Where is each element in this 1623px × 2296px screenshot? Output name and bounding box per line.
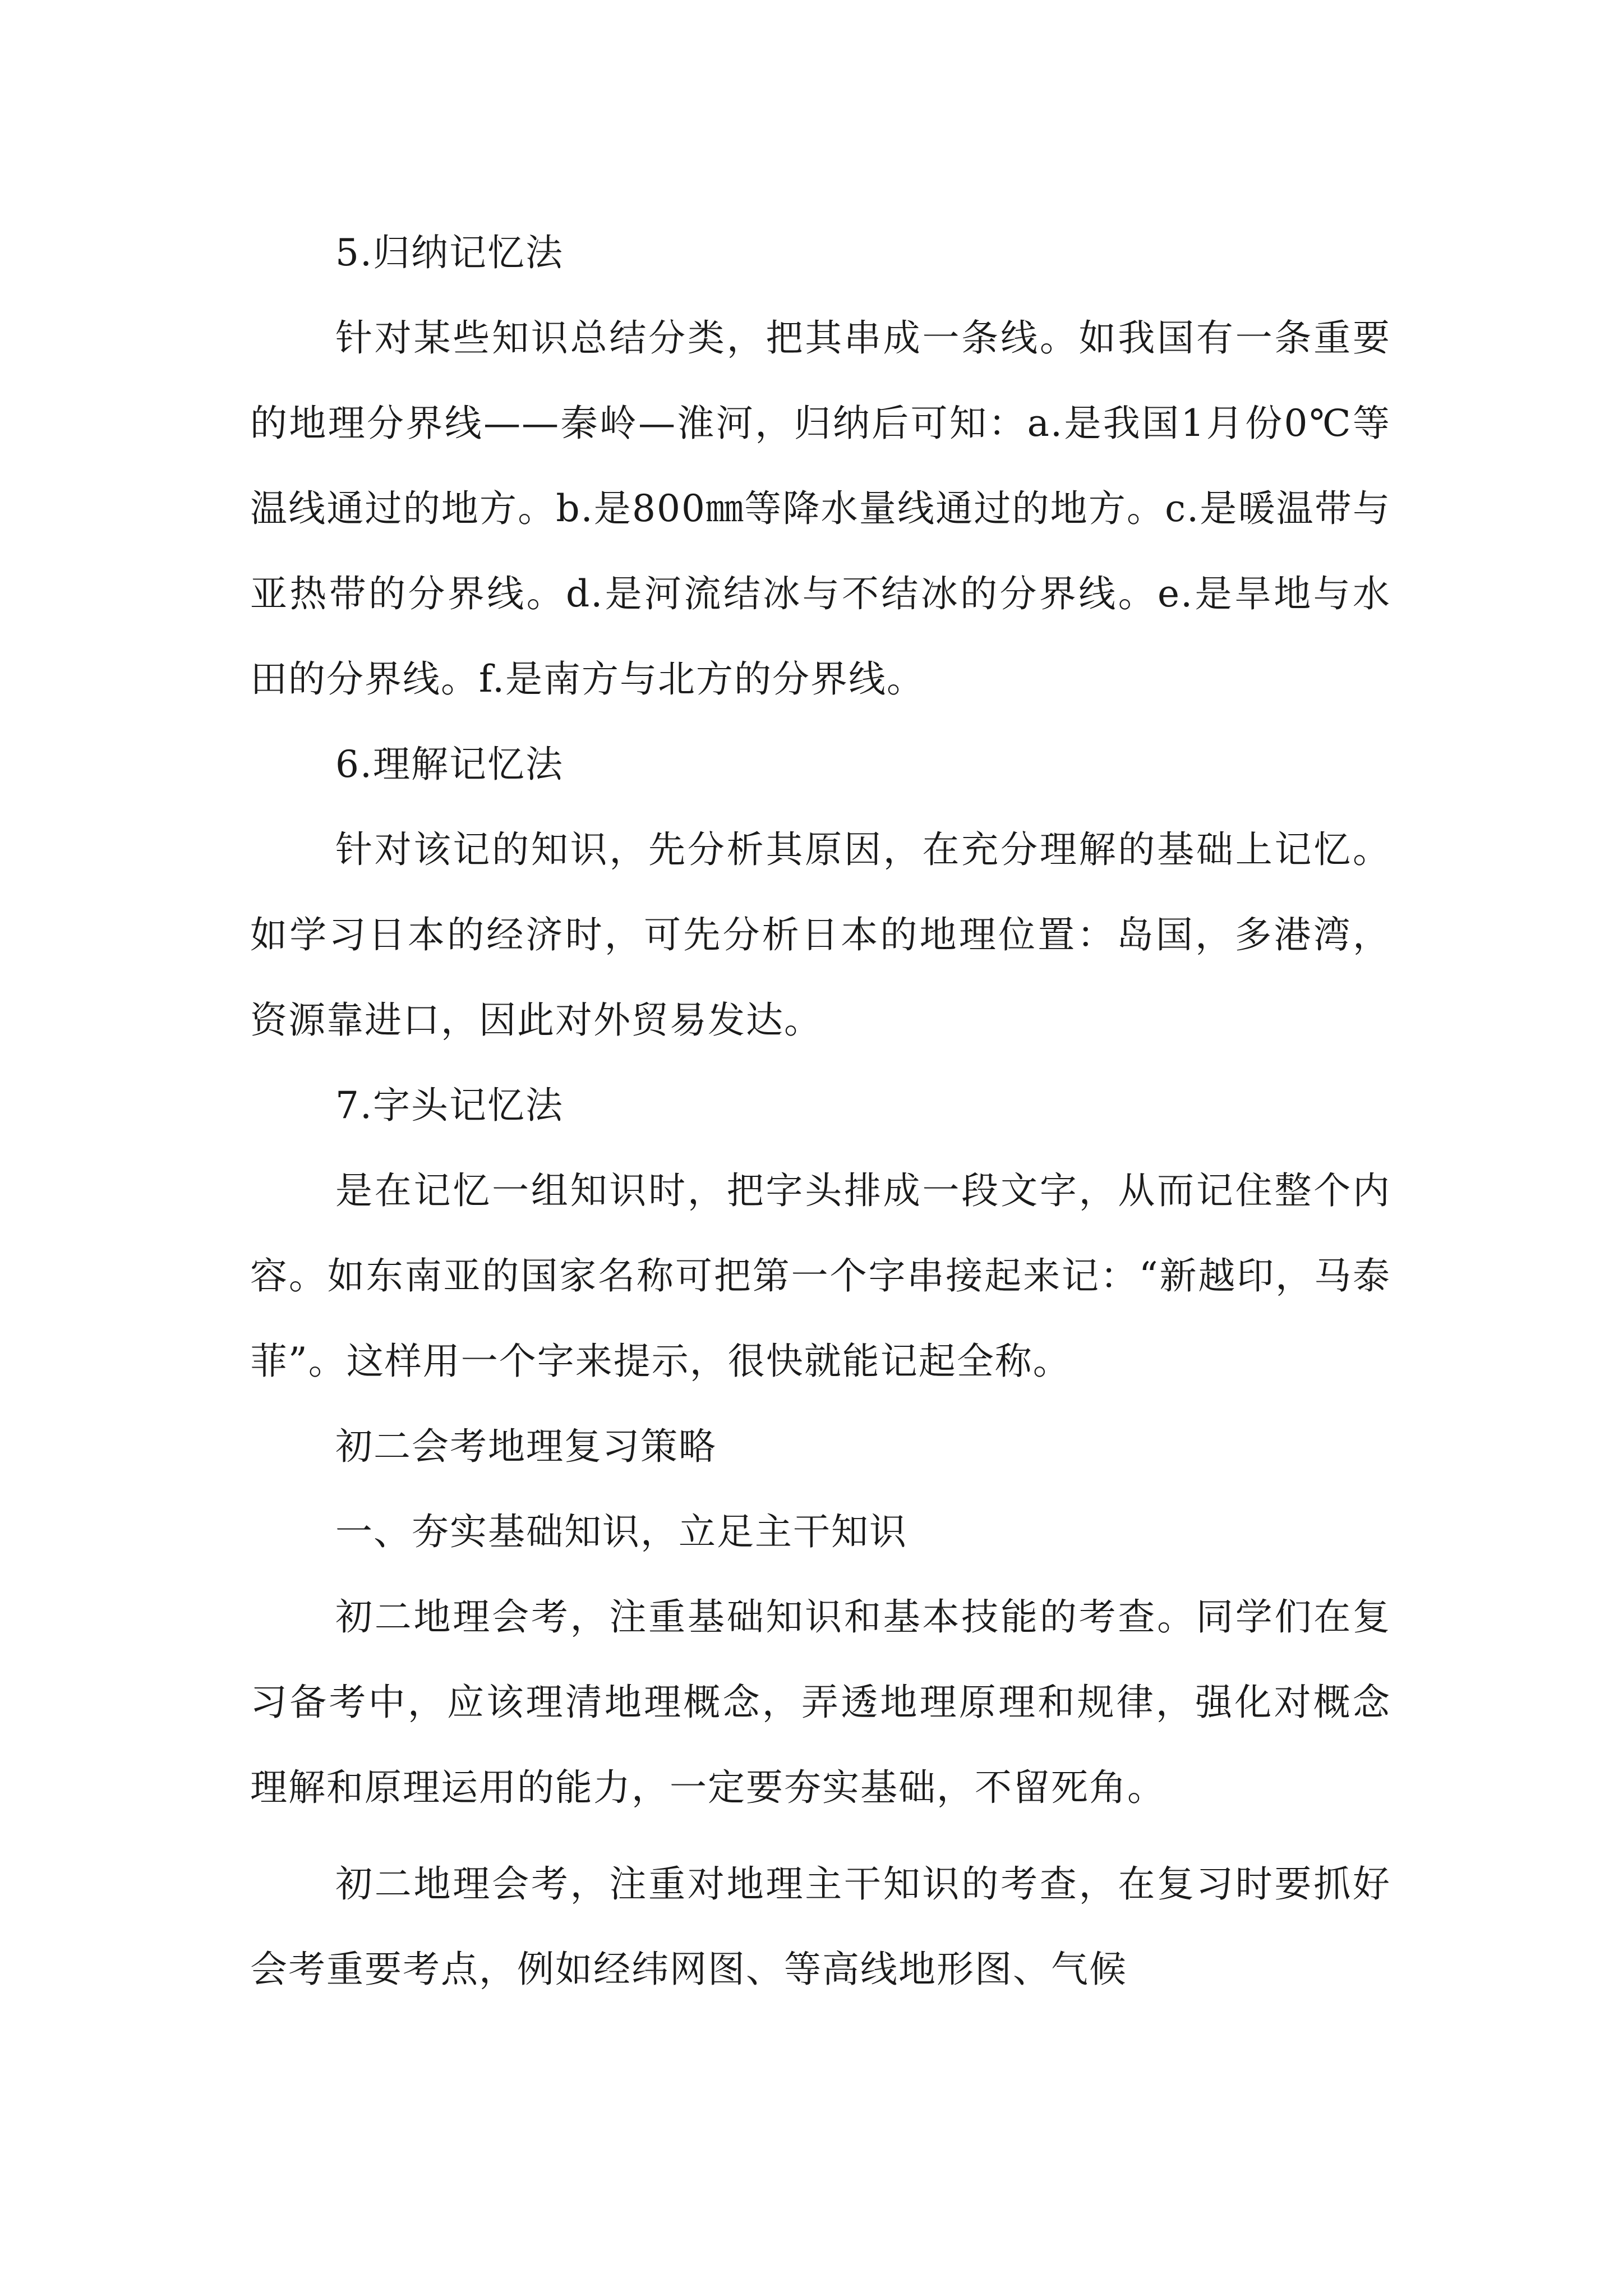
article-title: 初二会考地理复习策略 [335, 1425, 717, 1468]
paragraph-core-knowledge: 初二地理会考，注重对地理主干知识的考查，在复习时要抓好会考重要考点，例如经纬网图、等高线地形图、气候 [250, 1862, 1391, 1991]
paragraph-initial-char-memory: 是在记忆一组知识时，把字头排成一段文字，从而记住整个内容。如东南亚的国家名称可把第一个字串接起来记：“新越印，马泰菲”。这样用一个字来提示，很快就能记起全称。 [250, 1169, 1391, 1383]
section-heading-induction-memory: 5.归纳记忆法 [335, 231, 564, 274]
paragraph-understanding-memory: 针对该记的知识，先分析其原因，在充分理解的基础上记忆。如学习日本的经济时，可先分析日本的地理位置：岛国，多港湾，资源靠进口，因此对外贸易发达。 [250, 828, 1391, 1042]
section-heading-foundation: 一、夯实基础知识，立足主干知识 [335, 1510, 907, 1553]
section-heading-initial-char-memory: 7.字头记忆法 [335, 1084, 564, 1127]
section-heading-understanding-memory: 6.理解记忆法 [335, 743, 564, 786]
paragraph-foundation: 初二地理会考，注重基础知识和基本技能的考查。同学们在复习备考中，应该理清地理概念，弄透地理原理和规律，强化对概念理解和原理运用的能力，一定要夯实基础，不留死角。 [250, 1595, 1391, 1809]
paragraph-induction-memory: 针对某些知识总结分类，把其串成一条线。如我国有一条重要的地理分界线——秦岭—淮河，归纳后可知：a.是我国1月份0℃等温线通过的地方。b.是800㎜等降水量线通过的地方。c.是暖温带与亚热带的分界线。d.是河流结冰与不结冰的分界线。e.是旱地与水田的分界线。f.是南方与北方的分界线。 [250, 316, 1391, 701]
document-body [250, 210, 1391, 2012]
